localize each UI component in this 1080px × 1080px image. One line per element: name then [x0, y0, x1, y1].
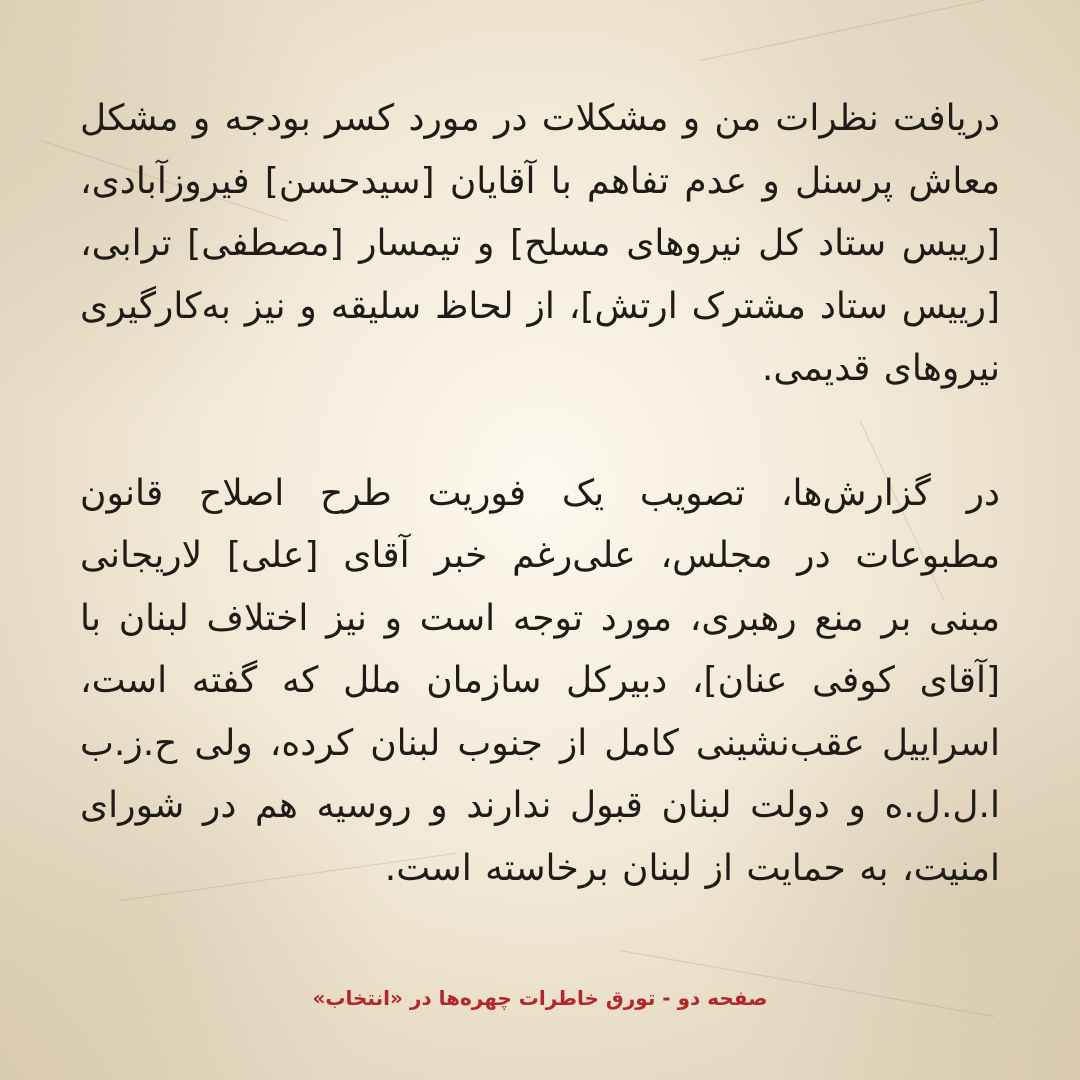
memoir-text-block [80, 88, 1000, 900]
paper-crease [700, 0, 994, 61]
paragraph-2: در گزارش‌ها، تصویب یک فوریت طرح اصلاح قانون مطبوعات در مجلس، علی‌رغم خبر آقای [علی] لاریجانی مبنی بر منع رهبری، مورد توجه است و نیز اختلاف لبنان با [آقای کوفی عنان]، دبیرکل سازمان ملل که گفته است، اسراییل عقب‌نشینی کامل از جنوب لبنان کرده، ولی ح.ز.ب ا.ل.ل.ه و دولت لبنان قبول ندارند و روسیه هم در شورای امنیت، به حمایت از لبنان برخاسته است. [80, 472, 1000, 889]
paragraph-1: دریافت نظرات من و مشکلات در مورد کسر بودجه و مشکل معاش پرسنل و عدم تفاهم با آقایان [سیدحسن] فیروزآبادی، [رییس ستاد کل نیروهای مسلح] و تیمسار [مصطفی] ترابی، [رییس ستاد مشترک ارتش]، از لحاظ سلیقه و نیز به‌کارگیری نیروهای قدیمی. [80, 98, 1000, 389]
footer-caption: صفحه دو - تورق خاطرات چهره‌ها در «انتخاب» [312, 986, 768, 1010]
